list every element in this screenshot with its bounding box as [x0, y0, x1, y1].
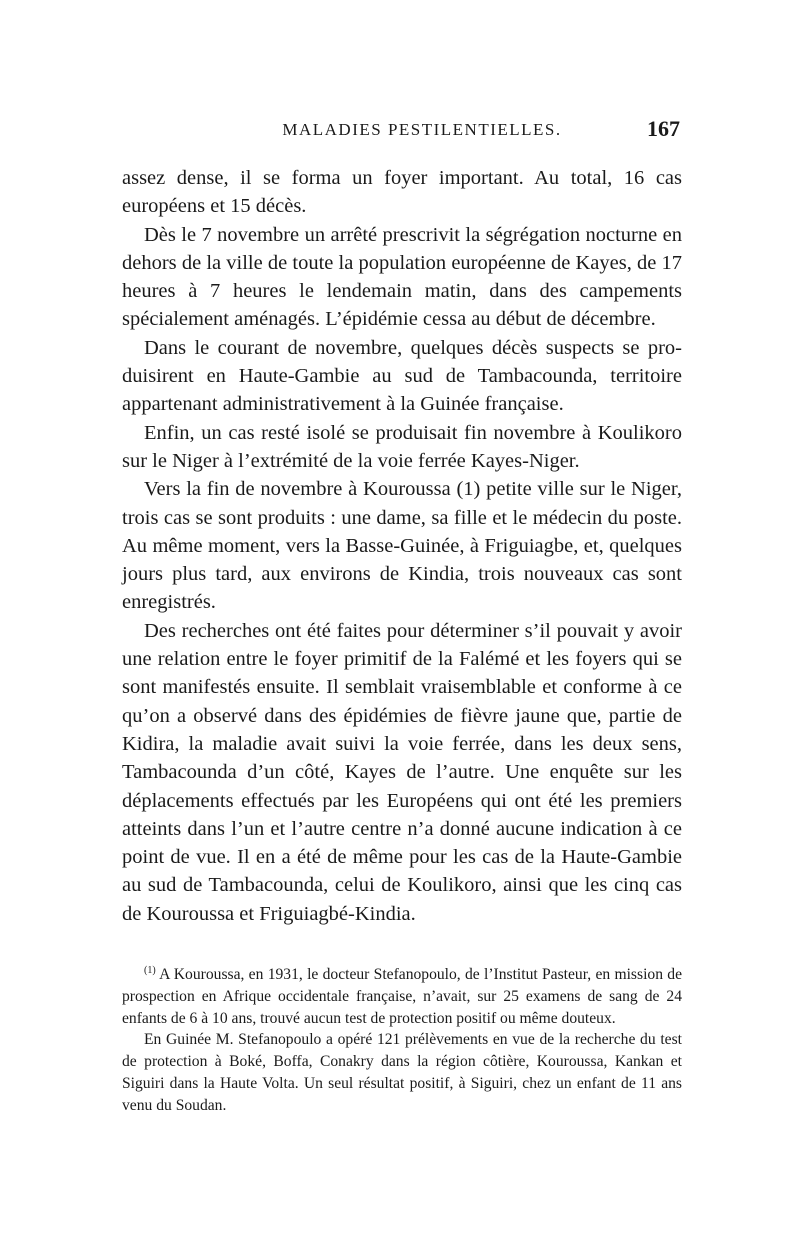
page-number: 167 — [647, 116, 680, 141]
body-text — [122, 164, 682, 928]
paragraph: Dans le courant de novembre, quelques décès suspects se produisirent en Haute-Gambie au sud de Tambacounda, territoire appartenant administrativement à la Guinée française. — [122, 336, 682, 416]
paragraph: Des recherches ont été faites pour déterminer s’il pouvait y avoir une relation entre le foyer primitif de la Falémé et les foyers qui se sont manifestés ensuite. Il semblait vraisemblable et conforme à ce qu’on a observé dans des épidémies de fièvre jaune que, partie de Kidira, la maladie avait suivi la voie ferrée, dans les deux sens, Tambacounda d’un côté, Kayes de l’autre. Une enquête sur les déplacements effectués par les Européens qui ont été les premiers atteints dans l’un et l’autre centre n’a donné aucune indication à ce point de vue. Il en a été de même pour les cas de la Haute-Gambie au sud de Tambacounda, celui de Koulikoro, ainsi que les cinq cas de Kouroussa et Friguiagbé-Kindia. — [122, 619, 682, 925]
footnotes — [122, 964, 682, 1117]
footnote — [122, 964, 682, 1029]
paragraph: Enfin, un cas resté isolé se produisait fin novembre à Koulikoro sur le Niger à l’extrémité de la voie ferrée Kayes-Niger. — [122, 421, 682, 472]
paragraph: Dès le 7 novembre un arrêté prescrivit la ségrégation nocturne en dehors de la ville de toute la population européenne de Kayes, de 17 heures à 7 heures le lendemain matin, dans des campements spécialement aménagés. L’épidémie cessa au début de décembre. — [122, 223, 682, 331]
book-page — [122, 116, 682, 1117]
footnote-text: En Guinée M. Stefanopoulo a opéré 121 prélèvements en vue de la recherche du test de protection à Boké, Boffa, Conakry dans la région côtière, Kouroussa, Kankan et Siguiri dans la Haute Volta. Un seul résultat positif, à Siguiri, chez un enfant de 11 ans venu du Soudan. — [122, 1031, 682, 1114]
footnote-marker: (1) — [144, 964, 156, 976]
running-title: MALADIES PESTILENTIELLES. — [282, 120, 562, 139]
footnote-text: A Kouroussa, en 1931, le docteur Stefanopoulo, de l’Institut Pasteur, en mission de prospection en Afrique occidentale française, n’avait, sur 25 examens de sang de 24 enfants de 6 à 10 ans, trouvé aucun test de protection positif ou même douteux. — [122, 966, 682, 1027]
footnote — [122, 1029, 682, 1116]
paragraph: assez dense, il se forma un foyer important. Au total, 16 cas européens et 15 décès. — [122, 167, 682, 218]
paragraph: Vers la fin de novembre à Kouroussa (1) petite ville sur le Niger, trois cas se sont produits : une dame, sa fille et le médecin du poste. Au même moment, vers la Basse-Guinée, à Friguiagbe, et, quelques jours plus tard, aux environs de Kindia, trois nouveaux cas sont enregistrés. — [122, 478, 682, 614]
running-header — [122, 116, 682, 150]
